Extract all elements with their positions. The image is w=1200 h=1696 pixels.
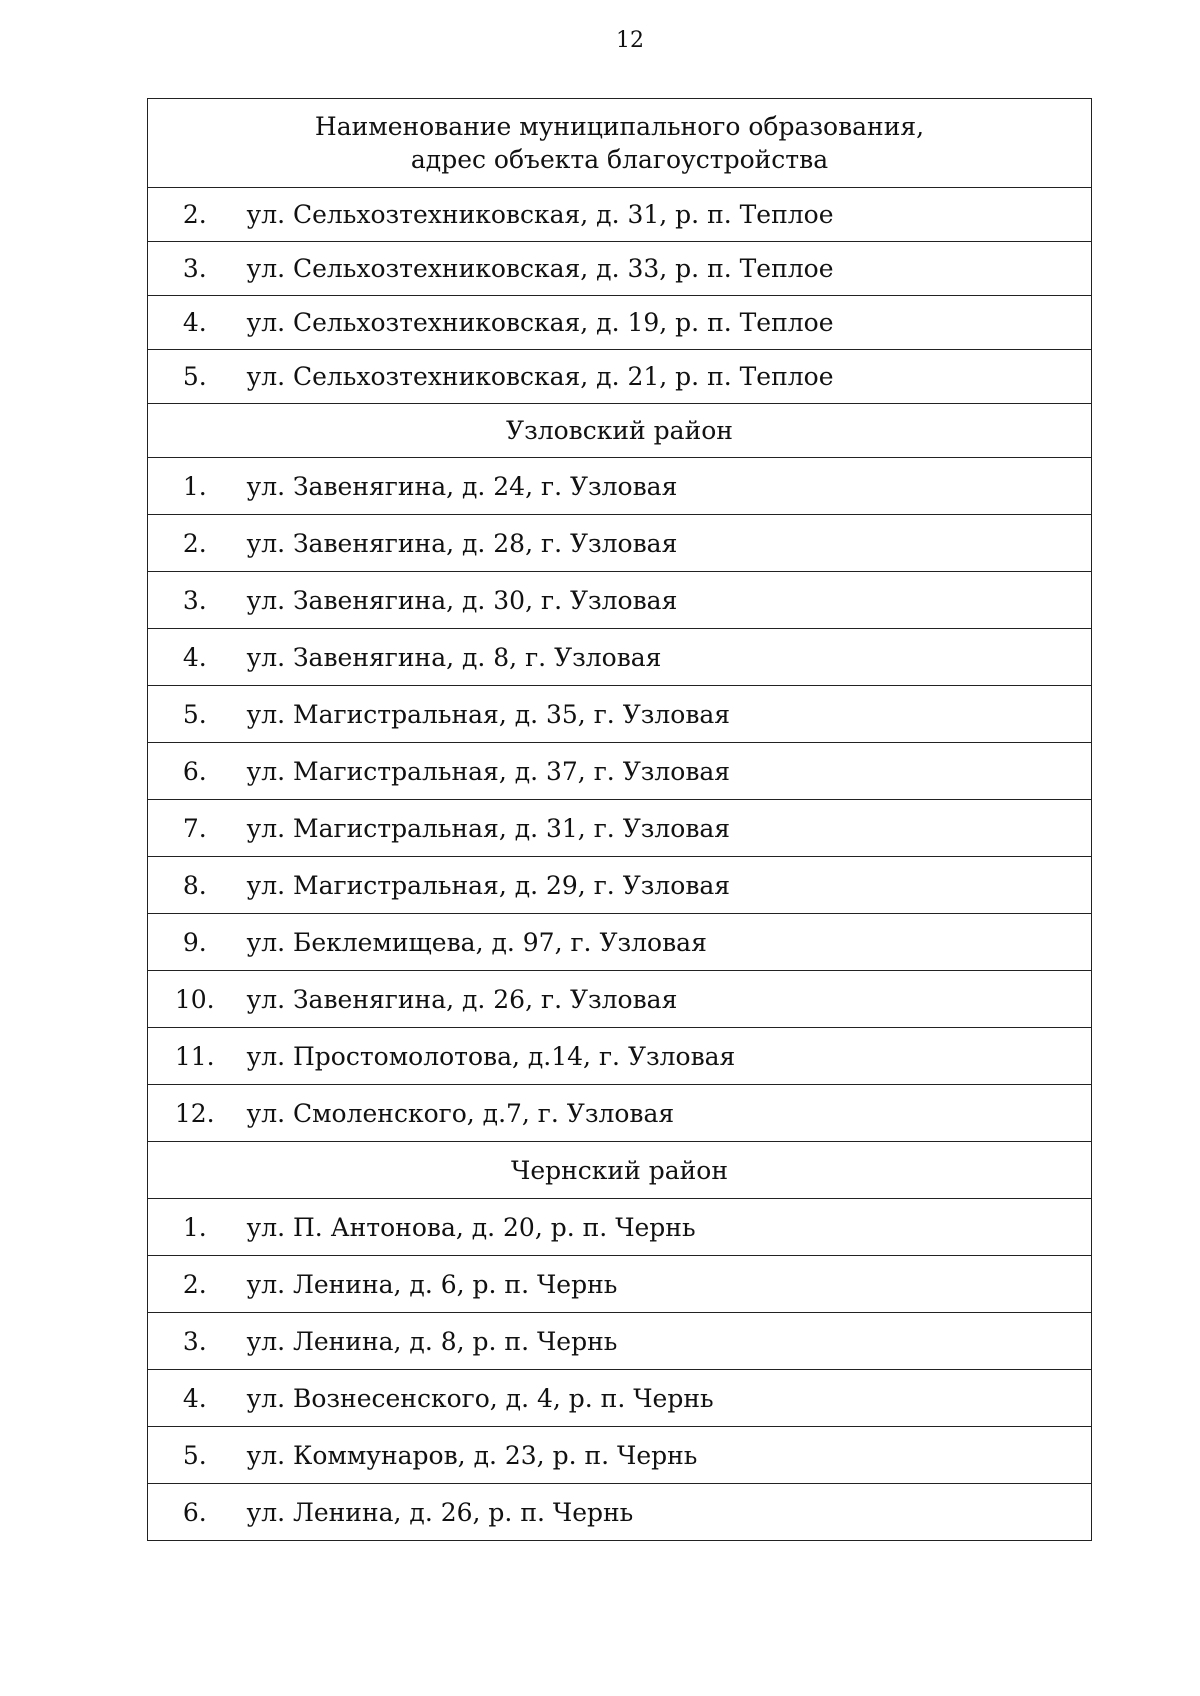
objects-table	[147, 98, 1092, 1541]
table-row	[148, 572, 1092, 629]
table-row	[148, 1256, 1092, 1313]
table-row	[148, 800, 1092, 857]
row-address: ул. Завенягина, д. 30, г. Узловая	[238, 572, 1092, 629]
row-address: ул. Сельхозтехниковская, д. 33, р. п. Теплое	[238, 242, 1092, 296]
row-number: 11.	[148, 1028, 238, 1085]
section-header-row	[148, 404, 1092, 458]
row-number: 6.	[148, 1484, 238, 1541]
row-address: ул. Ленина, д. 8, р. п. Чернь	[238, 1313, 1092, 1370]
table-row	[148, 1199, 1092, 1256]
row-address: ул. П. Антонова, д. 20, р. п. Чернь	[238, 1199, 1092, 1256]
row-number: 10.	[148, 971, 238, 1028]
section-title: Узловский район	[148, 404, 1092, 458]
section-header-row	[148, 1142, 1092, 1199]
table-row	[148, 188, 1092, 242]
table-row	[148, 857, 1092, 914]
table-row	[148, 1370, 1092, 1427]
table-row	[148, 242, 1092, 296]
row-number: 5.	[148, 350, 238, 404]
row-address: ул. Вознесенского, д. 4, р. п. Чернь	[238, 1370, 1092, 1427]
row-address: ул. Магистральная, д. 31, г. Узловая	[238, 800, 1092, 857]
table-row	[148, 914, 1092, 971]
row-address: ул. Завенягина, д. 8, г. Узловая	[238, 629, 1092, 686]
row-address: ул. Беклемищева, д. 97, г. Узловая	[238, 914, 1092, 971]
table-row	[148, 1313, 1092, 1370]
row-address: ул. Сельхозтехниковская, д. 31, р. п. Теплое	[238, 188, 1092, 242]
row-number: 9.	[148, 914, 238, 971]
table-header-line: Наименование муниципального образования,	[314, 112, 925, 141]
table-row	[148, 629, 1092, 686]
row-number: 5.	[148, 1427, 238, 1484]
row-number: 12.	[148, 1085, 238, 1142]
table-row	[148, 743, 1092, 800]
row-number: 4.	[148, 296, 238, 350]
row-address: ул. Ленина, д. 26, р. п. Чернь	[238, 1484, 1092, 1541]
row-number: 4.	[148, 1370, 238, 1427]
row-address: ул. Магистральная, д. 37, г. Узловая	[238, 743, 1092, 800]
row-number: 3.	[148, 572, 238, 629]
table-header-line: адрес объекта благоустройства	[410, 145, 829, 174]
row-number: 3.	[148, 242, 238, 296]
table-row	[148, 350, 1092, 404]
page-number: 12	[616, 28, 644, 53]
row-address: ул. Магистральная, д. 29, г. Узловая	[238, 857, 1092, 914]
table-row	[148, 1427, 1092, 1484]
row-address: ул. Завенягина, д. 28, г. Узловая	[238, 515, 1092, 572]
row-address: ул. Сельхозтехниковская, д. 21, р. п. Теплое	[238, 350, 1092, 404]
row-number: 8.	[148, 857, 238, 914]
row-number: 6.	[148, 743, 238, 800]
row-address: ул. Магистральная, д. 35, г. Узловая	[238, 686, 1092, 743]
row-number: 5.	[148, 686, 238, 743]
table-row	[148, 458, 1092, 515]
table-row	[148, 971, 1092, 1028]
row-address: ул. Сельхозтехниковская, д. 19, р. п. Теплое	[238, 296, 1092, 350]
row-number: 2.	[148, 1256, 238, 1313]
row-number: 1.	[148, 458, 238, 515]
row-number: 1.	[148, 1199, 238, 1256]
row-number: 2.	[148, 515, 238, 572]
section-title: Чернский район	[148, 1142, 1092, 1199]
table-row	[148, 1085, 1092, 1142]
table-row	[148, 1484, 1092, 1541]
row-number: 7.	[148, 800, 238, 857]
table-row	[148, 296, 1092, 350]
table-row	[148, 686, 1092, 743]
row-address: ул. Простомолотова, д.14, г. Узловая	[238, 1028, 1092, 1085]
row-number: 2.	[148, 188, 238, 242]
row-number: 4.	[148, 629, 238, 686]
table-row	[148, 1028, 1092, 1085]
table-header	[148, 99, 1092, 188]
row-address: ул. Смоленского, д.7, г. Узловая	[238, 1085, 1092, 1142]
row-number: 3.	[148, 1313, 238, 1370]
row-address: ул. Ленина, д. 6, р. п. Чернь	[238, 1256, 1092, 1313]
row-address: ул. Коммунаров, д. 23, р. п. Чернь	[238, 1427, 1092, 1484]
table-header-row	[148, 99, 1092, 188]
row-address: ул. Завенягина, д. 24, г. Узловая	[238, 458, 1092, 515]
row-address: ул. Завенягина, д. 26, г. Узловая	[238, 971, 1092, 1028]
table-row	[148, 515, 1092, 572]
